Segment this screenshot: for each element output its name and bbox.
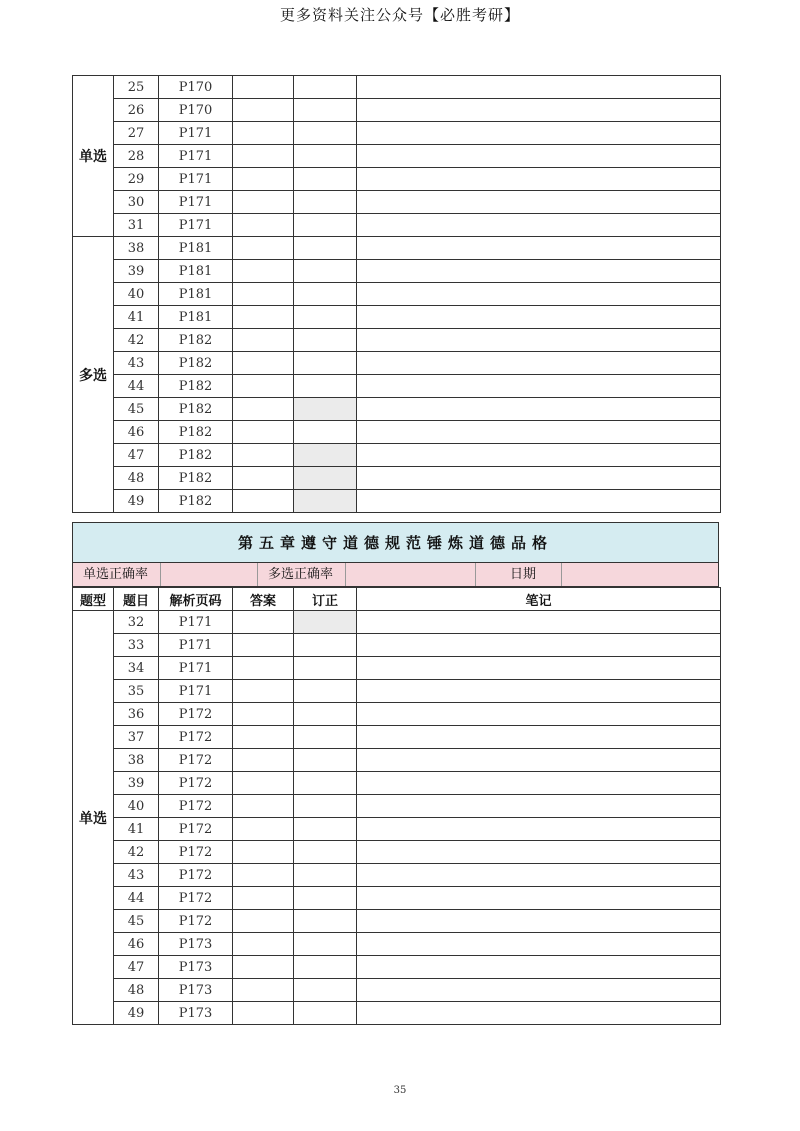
analysis-page: P173 [159, 1002, 233, 1025]
analysis-page: P172 [159, 703, 233, 726]
table-row [73, 421, 721, 444]
question-number: 43 [114, 352, 159, 375]
question-number: 35 [114, 680, 159, 703]
correction-cell[interactable] [294, 76, 357, 99]
answer-cell[interactable] [233, 283, 294, 306]
correction-cell[interactable] [294, 726, 357, 749]
correction-cell[interactable] [294, 749, 357, 772]
table-row [73, 145, 721, 168]
header-correction: 订正 [294, 588, 357, 611]
notes-cell[interactable] [357, 841, 721, 864]
question-number: 37 [114, 726, 159, 749]
notes-cell[interactable] [357, 772, 721, 795]
answer-table-section1 [72, 75, 721, 513]
table-row [73, 1002, 721, 1025]
answer-cell[interactable] [233, 956, 294, 979]
correction-cell[interactable] [294, 1002, 357, 1025]
notes-cell[interactable] [357, 467, 721, 490]
notes-cell[interactable] [357, 611, 721, 634]
analysis-page: P181 [159, 260, 233, 283]
correction-cell[interactable] [294, 237, 357, 260]
correction-cell[interactable] [294, 283, 357, 306]
correction-cell[interactable] [294, 398, 357, 421]
question-number: 36 [114, 703, 159, 726]
question-type-label: 单选 [73, 611, 114, 1025]
table-header-row [73, 588, 721, 611]
notes-cell[interactable] [357, 749, 721, 772]
answer-cell[interactable] [233, 329, 294, 352]
correction-cell[interactable] [294, 260, 357, 283]
analysis-page: P182 [159, 329, 233, 352]
notes-cell[interactable] [357, 956, 721, 979]
table-row [73, 749, 721, 772]
table-row [73, 214, 721, 237]
header-notes: 笔记 [357, 588, 721, 611]
multi-rate-label: 多选正确率 [268, 567, 334, 582]
question-number: 39 [114, 772, 159, 795]
analysis-page: P171 [159, 657, 233, 680]
analysis-page: P173 [159, 979, 233, 1002]
notes-cell[interactable] [357, 398, 721, 421]
stats-bar [72, 563, 719, 587]
answer-cell[interactable] [233, 841, 294, 864]
answer-cell[interactable] [233, 237, 294, 260]
header-type: 题型 [73, 588, 114, 611]
answer-cell[interactable] [233, 795, 294, 818]
correction-cell[interactable] [294, 168, 357, 191]
question-number: 28 [114, 145, 159, 168]
question-number: 39 [114, 260, 159, 283]
notes-cell[interactable] [357, 634, 721, 657]
table-row [73, 634, 721, 657]
question-number: 25 [114, 76, 159, 99]
notes-cell[interactable] [357, 122, 721, 145]
correction-cell[interactable] [294, 910, 357, 933]
answer-cell[interactable] [233, 864, 294, 887]
correction-cell[interactable] [294, 490, 357, 513]
notes-cell[interactable] [357, 818, 721, 841]
question-number: 43 [114, 864, 159, 887]
answer-cell[interactable] [233, 352, 294, 375]
table-row [73, 467, 721, 490]
notes-cell[interactable] [357, 214, 721, 237]
table-row [73, 168, 721, 191]
table-row [73, 841, 721, 864]
answer-cell[interactable] [233, 910, 294, 933]
notes-cell[interactable] [357, 76, 721, 99]
answer-cell[interactable] [233, 887, 294, 910]
correction-cell[interactable] [294, 145, 357, 168]
date-field[interactable] [561, 563, 563, 586]
answer-cell[interactable] [233, 375, 294, 398]
analysis-page: P171 [159, 145, 233, 168]
question-number: 44 [114, 375, 159, 398]
table-row [73, 657, 721, 680]
correction-cell[interactable] [294, 329, 357, 352]
single-rate-label: 单选正确率 [83, 567, 149, 582]
correction-cell[interactable] [294, 680, 357, 703]
analysis-page: P172 [159, 726, 233, 749]
analysis-page: P181 [159, 237, 233, 260]
answer-cell[interactable] [233, 726, 294, 749]
chapter-title: 第五章遵守道德规范锤炼道德品格 [237, 534, 553, 552]
notes-cell[interactable] [357, 1002, 721, 1025]
notes-cell[interactable] [357, 979, 721, 1002]
notes-cell[interactable] [357, 444, 721, 467]
notes-cell[interactable] [357, 283, 721, 306]
question-number: 40 [114, 283, 159, 306]
analysis-page: P182 [159, 352, 233, 375]
correction-cell[interactable] [294, 191, 357, 214]
table-row [73, 818, 721, 841]
question-number: 26 [114, 99, 159, 122]
table-row [73, 122, 721, 145]
answer-cell[interactable] [233, 772, 294, 795]
answer-cell[interactable] [233, 680, 294, 703]
notes-cell[interactable] [357, 191, 721, 214]
question-number: 42 [114, 841, 159, 864]
answer-cell[interactable] [233, 490, 294, 513]
table-row [73, 887, 721, 910]
analysis-page: P172 [159, 864, 233, 887]
analysis-page: P170 [159, 76, 233, 99]
analysis-page: P173 [159, 956, 233, 979]
analysis-page: P182 [159, 467, 233, 490]
correction-cell[interactable] [294, 657, 357, 680]
table-row [73, 703, 721, 726]
notes-cell[interactable] [357, 887, 721, 910]
notes-cell[interactable] [357, 375, 721, 398]
table-row [73, 864, 721, 887]
table-row [73, 772, 721, 795]
analysis-page: P171 [159, 122, 233, 145]
question-number: 49 [114, 490, 159, 513]
answer-cell[interactable] [233, 145, 294, 168]
analysis-page: P172 [159, 772, 233, 795]
analysis-page: P172 [159, 795, 233, 818]
correction-cell[interactable] [294, 214, 357, 237]
question-number: 45 [114, 910, 159, 933]
table-row [73, 191, 721, 214]
analysis-page: P170 [159, 99, 233, 122]
analysis-page: P171 [159, 611, 233, 634]
answer-cell[interactable] [233, 99, 294, 122]
table-row [73, 352, 721, 375]
notes-cell[interactable] [357, 680, 721, 703]
analysis-page: P172 [159, 818, 233, 841]
answer-cell[interactable] [233, 467, 294, 490]
correction-cell[interactable] [294, 99, 357, 122]
question-number: 32 [114, 611, 159, 634]
answer-cell[interactable] [233, 703, 294, 726]
answer-cell[interactable] [233, 611, 294, 634]
notes-cell[interactable] [357, 237, 721, 260]
analysis-page: P172 [159, 749, 233, 772]
table-row [73, 979, 721, 1002]
answer-cell[interactable] [233, 979, 294, 1002]
date-label: 日期 [510, 567, 537, 582]
question-number: 33 [114, 634, 159, 657]
notes-cell[interactable] [357, 490, 721, 513]
answer-cell[interactable] [233, 749, 294, 772]
table-row [73, 99, 721, 122]
table-row [73, 398, 721, 421]
chapter-title-banner [72, 522, 719, 563]
table-row [73, 726, 721, 749]
notes-cell[interactable] [357, 329, 721, 352]
answer-cell[interactable] [233, 76, 294, 99]
notes-cell[interactable] [357, 260, 721, 283]
page-number: 35 [393, 1085, 407, 1096]
table-row [73, 283, 721, 306]
answer-cell[interactable] [233, 168, 294, 191]
single-rate-field[interactable] [160, 563, 257, 586]
analysis-page: P182 [159, 421, 233, 444]
question-number: 40 [114, 795, 159, 818]
analysis-page: P171 [159, 191, 233, 214]
correction-cell[interactable] [294, 979, 357, 1002]
analysis-page: P182 [159, 375, 233, 398]
notes-cell[interactable] [357, 352, 721, 375]
analysis-page: P171 [159, 214, 233, 237]
notes-cell[interactable] [357, 795, 721, 818]
question-number: 29 [114, 168, 159, 191]
answer-cell[interactable] [233, 306, 294, 329]
question-number: 48 [114, 467, 159, 490]
question-type-label: 单选 [73, 76, 114, 237]
analysis-page: P172 [159, 910, 233, 933]
table-row [73, 375, 721, 398]
notes-cell[interactable] [357, 99, 721, 122]
correction-cell[interactable] [294, 864, 357, 887]
correction-cell[interactable] [294, 956, 357, 979]
header-number: 题目 [114, 588, 159, 611]
answer-cell[interactable] [233, 191, 294, 214]
answer-cell[interactable] [233, 122, 294, 145]
correction-cell[interactable] [294, 467, 357, 490]
table-row [73, 680, 721, 703]
notes-cell[interactable] [357, 703, 721, 726]
analysis-page: P182 [159, 398, 233, 421]
question-number: 41 [114, 306, 159, 329]
table-row [73, 956, 721, 979]
answer-cell[interactable] [233, 444, 294, 467]
answer-cell[interactable] [233, 214, 294, 237]
correction-cell[interactable] [294, 375, 357, 398]
analysis-page: P182 [159, 444, 233, 467]
table-row [73, 237, 721, 260]
table-row [73, 306, 721, 329]
table-row [73, 490, 721, 513]
answer-table-section2 [72, 587, 721, 1025]
table-row [73, 611, 721, 634]
correction-cell[interactable] [294, 887, 357, 910]
correction-cell[interactable] [294, 795, 357, 818]
notes-cell[interactable] [357, 306, 721, 329]
correction-cell[interactable] [294, 444, 357, 467]
analysis-page: P172 [159, 887, 233, 910]
question-number: 48 [114, 979, 159, 1002]
analysis-page: P171 [159, 680, 233, 703]
analysis-page: P171 [159, 168, 233, 191]
notes-cell[interactable] [357, 910, 721, 933]
notes-cell[interactable] [357, 421, 721, 444]
analysis-page: P181 [159, 283, 233, 306]
header-banner: 更多资料关注公众号【必胜考研】 [279, 6, 520, 24]
answer-cell[interactable] [233, 260, 294, 283]
correction-cell[interactable] [294, 772, 357, 795]
header-page: 解析页码 [159, 588, 233, 611]
table-row [73, 76, 721, 99]
question-number: 38 [114, 237, 159, 260]
correction-cell[interactable] [294, 306, 357, 329]
question-number: 30 [114, 191, 159, 214]
table-row [73, 910, 721, 933]
correction-cell[interactable] [294, 703, 357, 726]
answer-cell[interactable] [233, 818, 294, 841]
question-number: 38 [114, 749, 159, 772]
correction-cell[interactable] [294, 818, 357, 841]
question-number: 44 [114, 887, 159, 910]
answer-cell[interactable] [233, 933, 294, 956]
answer-cell[interactable] [233, 421, 294, 444]
question-number: 42 [114, 329, 159, 352]
table-row [73, 933, 721, 956]
correction-cell[interactable] [294, 611, 357, 634]
correction-cell[interactable] [294, 933, 357, 956]
multi-rate-field[interactable] [345, 563, 476, 586]
notes-cell[interactable] [357, 145, 721, 168]
question-number: 49 [114, 1002, 159, 1025]
table-row [73, 795, 721, 818]
table-row [73, 260, 721, 283]
analysis-page: P171 [159, 634, 233, 657]
question-number: 46 [114, 933, 159, 956]
table-row [73, 444, 721, 467]
header-answer: 答案 [233, 588, 294, 611]
answer-cell[interactable] [233, 398, 294, 421]
answer-cell[interactable] [233, 634, 294, 657]
notes-cell[interactable] [357, 726, 721, 749]
question-number: 47 [114, 956, 159, 979]
question-number: 46 [114, 421, 159, 444]
correction-cell[interactable] [294, 421, 357, 444]
analysis-page: P181 [159, 306, 233, 329]
notes-cell[interactable] [357, 933, 721, 956]
table-row [73, 329, 721, 352]
notes-cell[interactable] [357, 168, 721, 191]
correction-cell[interactable] [294, 122, 357, 145]
question-number: 45 [114, 398, 159, 421]
question-number: 41 [114, 818, 159, 841]
question-number: 31 [114, 214, 159, 237]
question-number: 47 [114, 444, 159, 467]
answer-cell[interactable] [233, 1002, 294, 1025]
notes-cell[interactable] [357, 864, 721, 887]
question-number: 27 [114, 122, 159, 145]
correction-cell[interactable] [294, 634, 357, 657]
analysis-page: P182 [159, 490, 233, 513]
answer-cell[interactable] [233, 657, 294, 680]
analysis-page: P172 [159, 841, 233, 864]
correction-cell[interactable] [294, 352, 357, 375]
question-number: 34 [114, 657, 159, 680]
notes-cell[interactable] [357, 657, 721, 680]
correction-cell[interactable] [294, 841, 357, 864]
analysis-page: P173 [159, 933, 233, 956]
question-type-label: 多选 [73, 237, 114, 513]
